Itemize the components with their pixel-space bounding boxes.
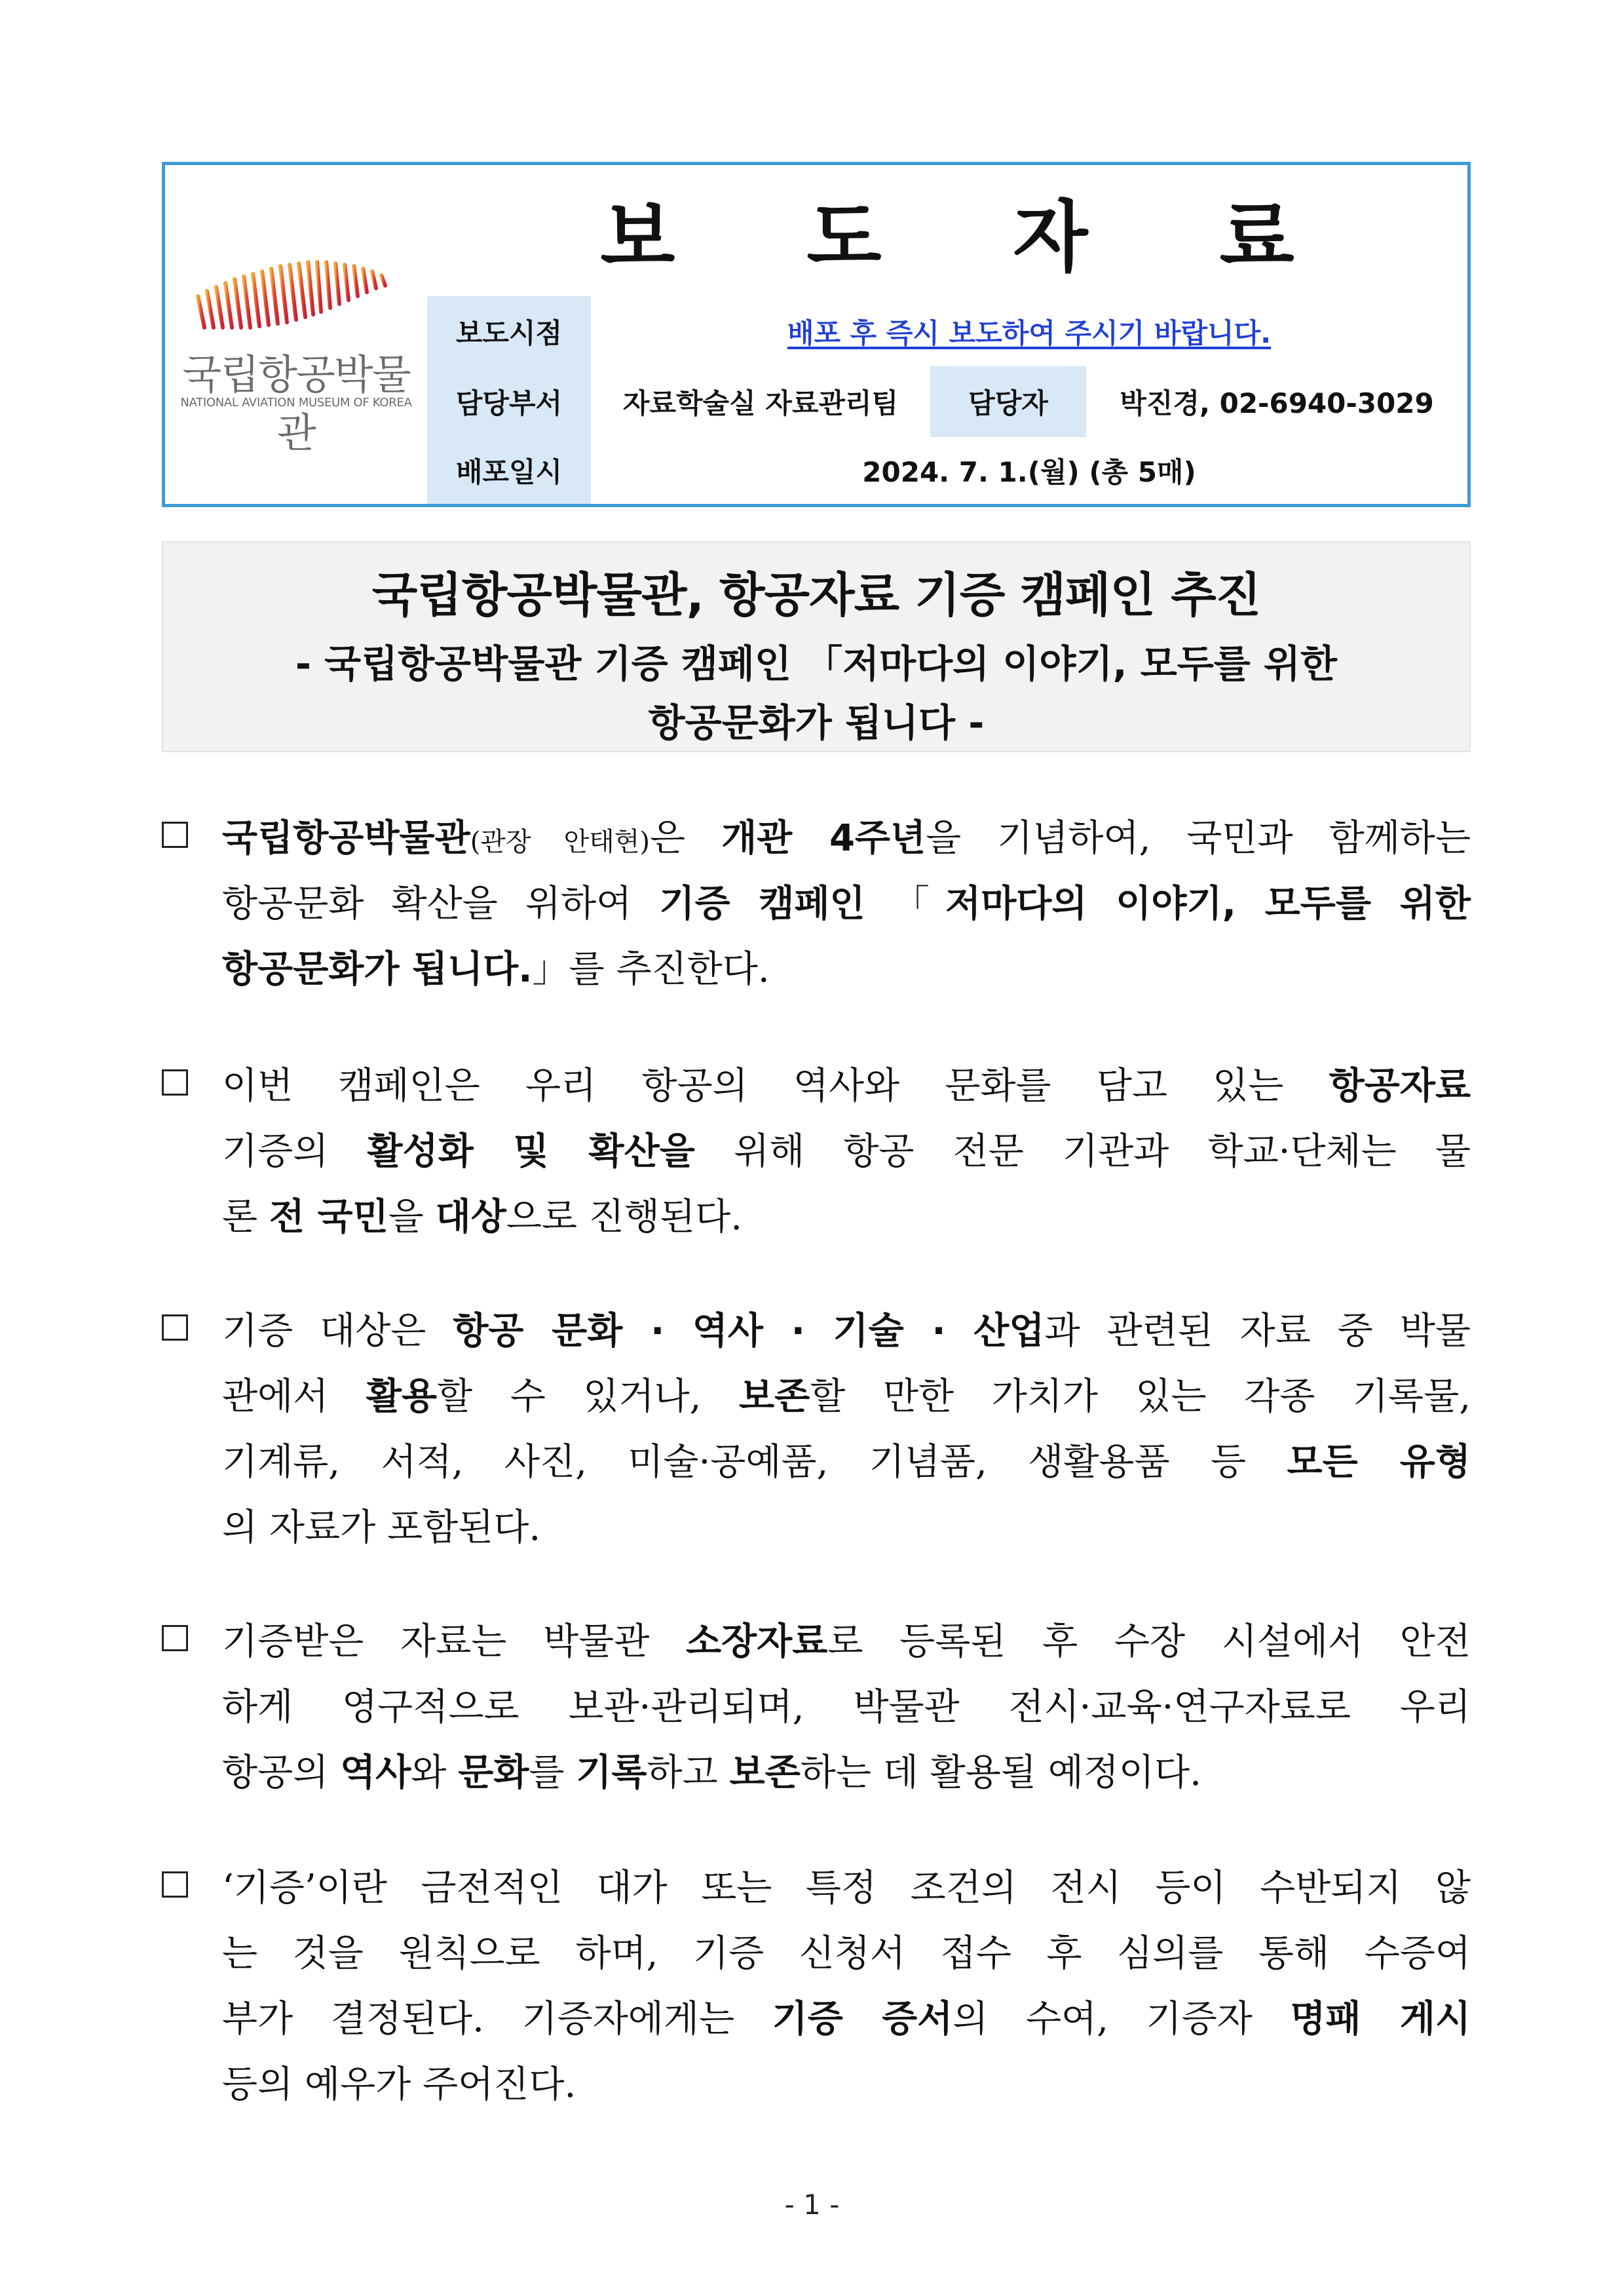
paragraph-line: 국립항공박물관(관장 안태현)은 개관 4주년을 기념하여, 국민과 함께하는 (222, 817, 1471, 860)
dept-label: 담당부서 (427, 366, 591, 437)
press-release-header (162, 162, 1471, 507)
checkbox-square-icon (162, 1069, 188, 1096)
paragraph-line: 기증의 활성화 및 확산을 위해 항공 전문 기관과 학교·단체는 물 (222, 1130, 1471, 1173)
doc-title: 보 도 자 료 (600, 192, 1347, 282)
checkbox-square-icon (162, 1625, 188, 1651)
headline-subtitle-line-1: - 국립항공박물관 기증 캠페인 「저마다의 이야기, 모두를 위한 (295, 641, 1338, 686)
release-time-value: 배포 후 즉시 보도하여 주시기 바랍니다. (787, 316, 1272, 349)
paragraph-line: 부가 결정된다. 기증자에게는 기증 증서의 수여, 기증자 명패 게시 (222, 1998, 1471, 2040)
logo-name-korean: 국립항공박물관 (182, 351, 410, 457)
date-value: 2024. 7. 1.(월) (총 5매) (862, 456, 1196, 488)
paragraph-line: 기증 대상은 항공 문화 · 역사 · 기술 · 산업과 관련된 자료 중 박물 (222, 1310, 1471, 1352)
paragraph-line: 의 자료가 포함된다. (222, 1506, 541, 1549)
page-number: - 1 - (784, 2189, 840, 2221)
paragraph-line: 는 것을 원칙으로 하며, 기증 신청서 접수 후 심의를 통해 수증여 (222, 1932, 1471, 1975)
paragraph-line: 관에서 활용할 수 있거나, 보존할 만한 가치가 있는 각종 기록물, (222, 1375, 1471, 1418)
headline-box (162, 541, 1471, 752)
logo-cell (165, 165, 427, 504)
dept-value: 자료학술실 자료관리팀 (622, 387, 899, 419)
doc-title-cell (427, 165, 1467, 296)
date-label: 배포일시 (427, 437, 591, 504)
paragraph-line: 론 전 국민을 대상으로 진행된다. (222, 1196, 742, 1238)
paragraph-line: 기증받은 자료는 박물관 소장자료로 등록된 후 수장 시설에서 안전 (222, 1620, 1471, 1663)
headline-title: 국립항공박물관, 항공자료 기증 캠페인 추진 (371, 567, 1261, 622)
paragraph-line: 항공문화가 됩니다.」를 추진한다. (222, 948, 770, 991)
contact-value: 박진경, 02-6940-3029 (1120, 387, 1434, 419)
paragraph-line: 하게 영구적으로 보관·관리되며, 박물관 전시·교육·연구자료로 우리 (222, 1686, 1471, 1729)
release-time-label: 보도시점 (427, 296, 591, 366)
checkbox-square-icon (162, 1871, 188, 1898)
paragraph-line: 항공문화 확산을 위하여 기증 캠페인 「저마다의 이야기, 모두를 위한 (222, 883, 1471, 925)
contact-label: 담당자 (930, 366, 1086, 437)
headline-subtitle-line-2: 항공문화가 됩니다 - (648, 700, 985, 745)
release-time-value-cell (591, 296, 1467, 366)
paragraph-line: ‘기증’이란 금전적인 대가 또는 특정 조건의 전시 등이 수반되지 않 (222, 1867, 1471, 1909)
checkbox-square-icon (162, 1314, 188, 1341)
museum-logo-icon (185, 257, 407, 335)
logo-name-english: NATIONAL AVIATION MUSEUM OF KOREA (180, 396, 412, 410)
paragraph-line: 등의 예우가 주어진다. (222, 2063, 576, 2106)
paragraph-line: 항공의 역사와 문화를 기록하고 보존하는 데 활용될 예정이다. (222, 1751, 1201, 1794)
paragraph-line: 이번 캠페인은 우리 항공의 역사와 문화를 담고 있는 항공자료 (222, 1065, 1471, 1107)
checkbox-square-icon (162, 822, 188, 848)
paragraph-line: 기계류, 서적, 사진, 미술·공예품, 기념품, 생활용품 등 모든 유형 (222, 1441, 1471, 1483)
